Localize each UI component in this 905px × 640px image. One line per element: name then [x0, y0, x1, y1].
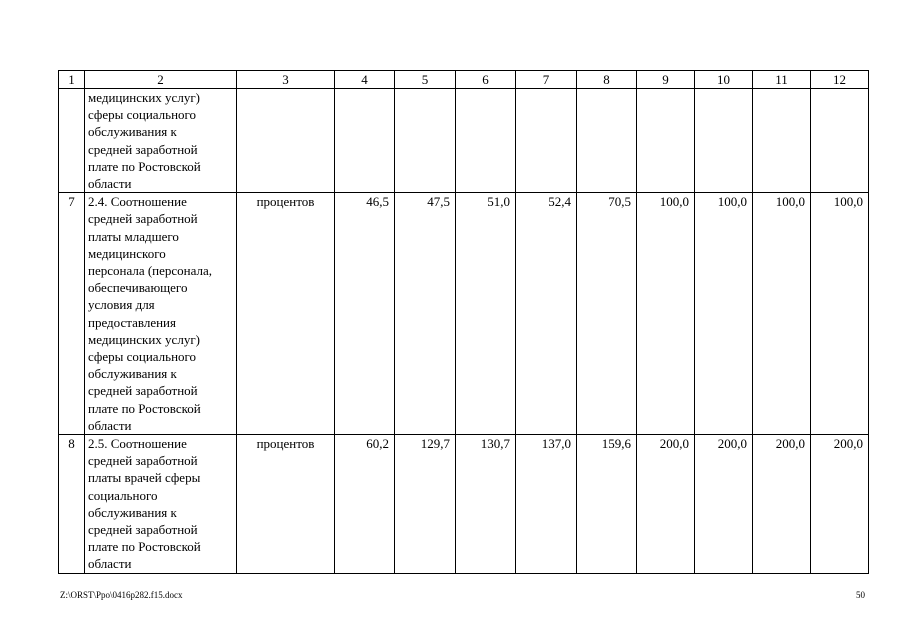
- value-cell: 130,7: [456, 435, 516, 574]
- value-cell: 100,0: [753, 193, 811, 435]
- value-cell: 200,0: [695, 435, 753, 574]
- column-number-row: [59, 71, 869, 89]
- value-cell: [456, 89, 516, 193]
- table-row: [59, 193, 869, 435]
- column-number-cell: 1: [59, 71, 85, 89]
- column-number-cell: 8: [577, 71, 637, 89]
- column-number-cell: 9: [637, 71, 695, 89]
- row-number-cell: 8: [59, 435, 85, 574]
- value-cell: 137,0: [516, 435, 577, 574]
- column-number-cell: 7: [516, 71, 577, 89]
- value-cell: 159,6: [577, 435, 637, 574]
- value-cell: 47,5: [395, 193, 456, 435]
- column-number-cell: 6: [456, 71, 516, 89]
- value-cell: 46,5: [335, 193, 395, 435]
- footer-file-path: Z:\ORST\Ppo\0416p282.f15.docx: [60, 590, 183, 600]
- table-body: [59, 71, 869, 574]
- column-number-cell: 5: [395, 71, 456, 89]
- value-cell: [637, 89, 695, 193]
- indicator-name-cell: 2.5. Соотношение средней заработной платы врачей сферы социального обслуживания к средней заработной плате по Ростовской области: [85, 435, 237, 574]
- value-cell: 70,5: [577, 193, 637, 435]
- value-cell: 100,0: [811, 193, 869, 435]
- value-cell: 129,7: [395, 435, 456, 574]
- value-cell: [335, 89, 395, 193]
- value-cell: [695, 89, 753, 193]
- value-cell: [753, 89, 811, 193]
- column-number-cell: 2: [85, 71, 237, 89]
- data-table: [58, 70, 869, 574]
- value-cell: 51,0: [456, 193, 516, 435]
- value-cell: 52,4: [516, 193, 577, 435]
- row-number-cell: 7: [59, 193, 85, 435]
- value-cell: 100,0: [637, 193, 695, 435]
- value-cell: [577, 89, 637, 193]
- column-number-cell: 3: [237, 71, 335, 89]
- unit-cell: процентов: [237, 435, 335, 574]
- value-cell: 200,0: [637, 435, 695, 574]
- value-cell: [516, 89, 577, 193]
- page-number: 50: [856, 590, 865, 600]
- value-cell: 200,0: [811, 435, 869, 574]
- table-row: [59, 435, 869, 574]
- column-number-cell: 4: [335, 71, 395, 89]
- unit-cell: процентов: [237, 193, 335, 435]
- unit-cell: [237, 89, 335, 193]
- value-cell: [395, 89, 456, 193]
- column-number-cell: 12: [811, 71, 869, 89]
- value-cell: 200,0: [753, 435, 811, 574]
- row-number-cell: [59, 89, 85, 193]
- indicator-name-cell: 2.4. Соотношение средней заработной платы младшего медицинского персонала (персонала, обеспечивающего условия для предоставления медицинских услуг) сферы социального обслуживания к средней заработной плате по Ростовской области: [85, 193, 237, 435]
- value-cell: [811, 89, 869, 193]
- value-cell: 60,2: [335, 435, 395, 574]
- column-number-cell: 11: [753, 71, 811, 89]
- value-cell: 100,0: [695, 193, 753, 435]
- table-row: [59, 89, 869, 193]
- indicator-name-cell: медицинских услуг) сферы социального обслуживания к средней заработной плате по Ростовской области: [85, 89, 237, 193]
- column-number-cell: 10: [695, 71, 753, 89]
